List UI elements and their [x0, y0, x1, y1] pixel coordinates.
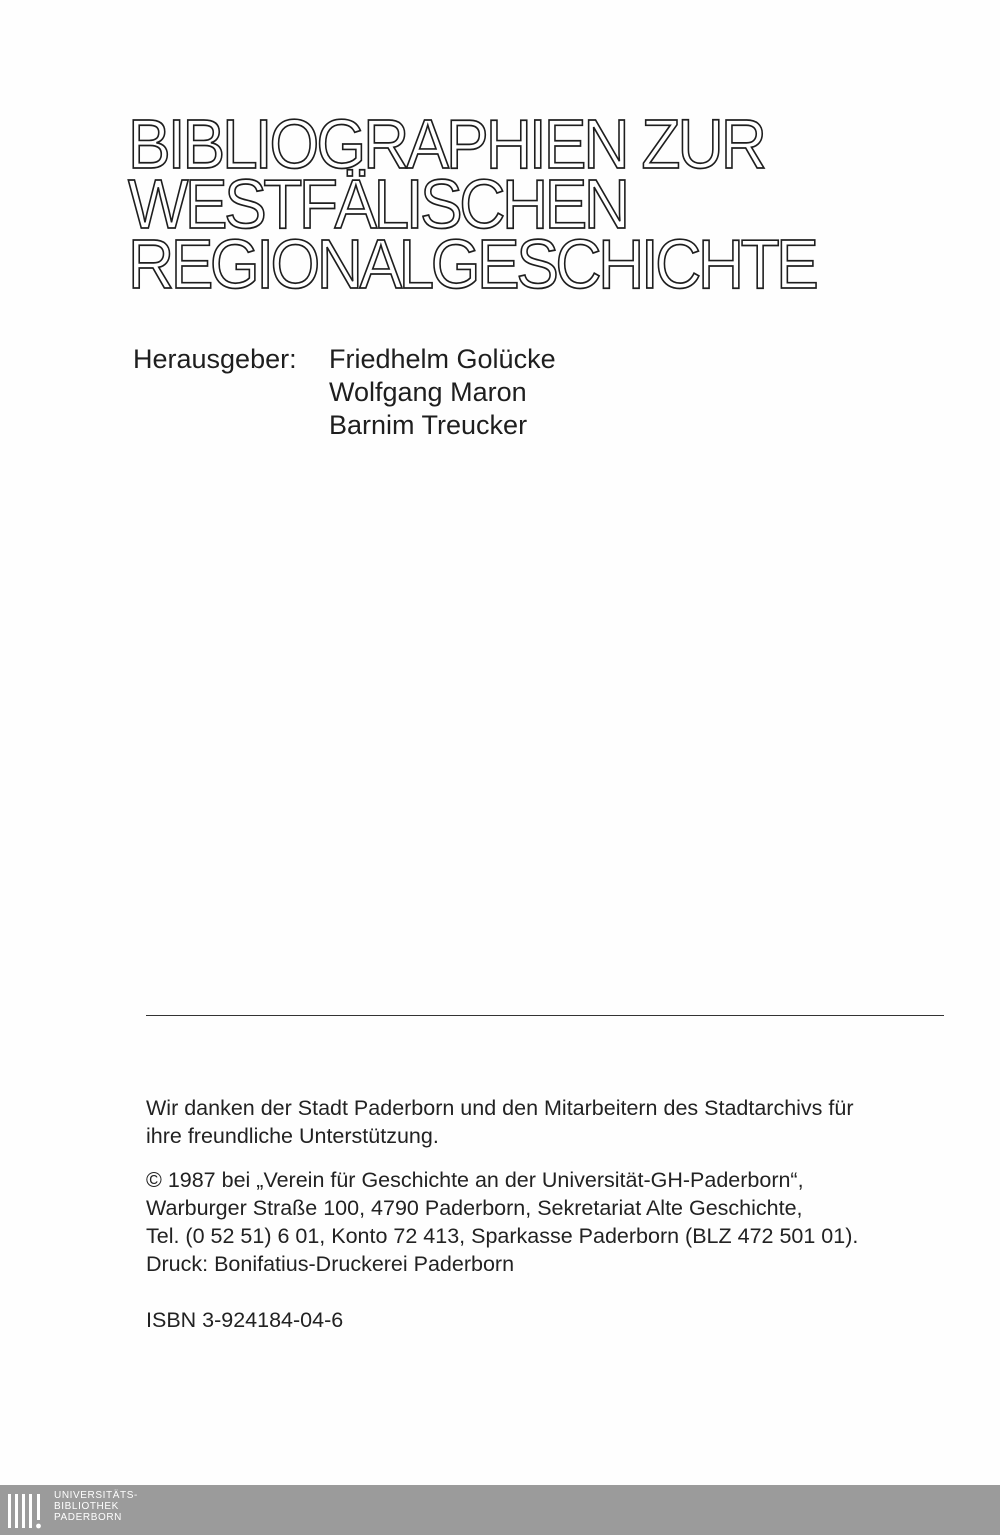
- isbn-line: ISBN 3-924184-04-6: [146, 1308, 344, 1332]
- printer-line: Druck: Bonifatius-Druckerei Paderborn: [146, 1252, 515, 1276]
- address-line: Warburger Straße 100, 4790 Paderborn, Sekretariat Alte Geschichte,: [146, 1196, 803, 1220]
- library-logo-icon: [6, 1488, 50, 1532]
- title-line-2: WESTFÄLISCHEN: [128, 165, 627, 244]
- acknowledgement-line: ihre freundliche Unterstützung.: [146, 1124, 439, 1148]
- copyright-line: © 1987 bei „Verein für Geschichte an der Universität-GH-Paderborn“,: [146, 1168, 804, 1192]
- acknowledgement-line: Wir danken der Stadt Paderborn und den Mitarbeitern des Stadtarchivs für: [146, 1096, 854, 1120]
- title-line-3: REGIONALGESCHICHTE: [128, 225, 816, 304]
- editors-label: Herausgeber:: [133, 344, 297, 374]
- title-line-1: BIBLIOGRAPHIEN ZUR: [128, 105, 764, 184]
- logo-text-line: BIBLIOTHEK: [54, 1501, 119, 1512]
- book-series-title: [128, 105, 816, 304]
- contact-line: Tel. (0 52 51) 6 01, Konto 72 413, Sparkasse Paderborn (BLZ 472 501 01).: [146, 1224, 859, 1248]
- horizontal-divider: [146, 1015, 944, 1016]
- logo-text-line: PADERBORN: [54, 1512, 123, 1523]
- logo-text-line: UNIVERSITÄTS-: [54, 1490, 138, 1501]
- library-logo: [6, 1488, 166, 1532]
- editor-name: Barnim Treucker: [329, 410, 528, 440]
- library-logo-text: [54, 1490, 138, 1523]
- editors-list: [329, 343, 556, 442]
- editor-name: Wolfgang Maron: [329, 377, 527, 407]
- editor-name: Friedhelm Golücke: [329, 344, 556, 374]
- imprint-block: [146, 1094, 956, 1334]
